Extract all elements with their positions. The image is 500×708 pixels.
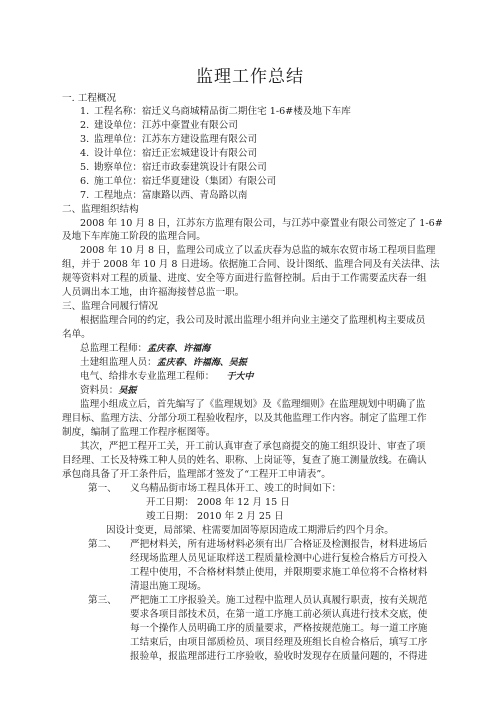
clause-text: 义乌精品街市场工程具体开工、竣工的时间如下：	[130, 483, 342, 494]
paragraph-line: 制度，编制了监理工作程序框图等。	[62, 427, 216, 438]
paragraph-line: 2008 年 10 月 8 日，监理公司成立了以孟庆春为总监的城东农贸市场工程项目监理	[80, 245, 436, 256]
clause-line: 严把材料关，所有进场材料必须有出厂合格证及检测报告，材料进场后	[130, 539, 428, 550]
staff-signature: 孟庆春、许福海	[147, 344, 211, 354]
paragraph-line: 承包商具备了开工条件后，监理部才签发了“工程开工申请表”。	[62, 469, 331, 480]
paragraph-line: 组，并于 2008 年 10 月 8 日进场。依据施工合同、设计图纸、监理合同及有关法律、法	[62, 259, 440, 270]
delay-note: 因设计变更，局部梁、柱需要加固等原因造成工期滞后约四个月余。	[106, 525, 394, 536]
paragraph-line: 其次，严把工程开工关，开工前认真审查了承包商提交的施工组织设计、审查了项	[80, 441, 426, 452]
start-date: 开工日期： 2008 年 12 月 15 日	[146, 497, 290, 508]
clause-line: 工结束后，由项目部质检员、项目经理及班组长自检合格后，填写工序	[130, 637, 428, 648]
staff-row: 总监理工程师：孟庆春、许福海	[80, 343, 211, 354]
staff-row: 土建组监理人员：孟庆春、许福海、吴振	[80, 357, 247, 368]
overview-item: 5. 勘察单位：宿迁市政泰建筑设计有限公司	[80, 162, 267, 173]
section-heading-organization: 二、监理组织结构	[62, 204, 139, 215]
staff-row: 电气、给排水专业监理工程师： 于大中	[80, 371, 254, 382]
clause-line: 工程中使用，不合格材料禁止使用，并限期要求施工单位将不合格材料	[130, 567, 428, 578]
section-heading-overview: 一. 工程概况	[62, 93, 117, 104]
paragraph-line: 2008 年 10 月 8 日，江苏东方监理有限公司，与江苏中豪置业有限公司签定了 1-6#	[80, 218, 443, 229]
end-date: 竣工日期： 2010 年 2 月 25 日	[146, 511, 284, 522]
overview-item: 6. 施工单位：宿迁华夏建设（集团）有限公司	[80, 176, 277, 187]
overview-item: 2. 建设单位：江苏中豪置业有限公司	[80, 120, 238, 131]
paragraph-line: 根据监理合同的约定，我公司及时派出监理小组并向业主递交了监理机构主要成员	[80, 315, 426, 326]
clause-line: 严把施工工序报验关。施工过程中监理人员认真履行职责，按有关规范	[130, 595, 428, 606]
staff-signature: 吴振	[118, 386, 137, 396]
paragraph-line: 规等资料对工程的质量、进度、安全等方面进行监督控制。后由于工作需要孟庆春一组	[62, 273, 427, 284]
clause-line: 清退出施工现场。	[130, 581, 207, 592]
clause-line: 要求各项目部技术员，在第一道工序施工前必须认真进行技术交底，使	[130, 609, 428, 620]
clause-label: 第一、	[88, 483, 117, 494]
clause-line: 报验单，报监理部进行工序验收，验收时发现存在质量问题的，不得进	[130, 651, 428, 662]
clause-line: 经现场监理人员见证取样送工程质量检测中心进行复检合格后方可投入	[130, 553, 428, 564]
section-heading-contract: 三、监理合同履行情况	[62, 301, 158, 312]
clause-line: 每一个操作人员明确工序的质量要求，严格按规范施工。每一道工序施	[130, 623, 428, 634]
paragraph-line: 目经理、工长及特殊工种人员的姓名、职称、上岗证等，复查了施工测量放线。在确认	[62, 455, 427, 466]
paragraph-line: 人员调出本工地，由许福海接替总监一职。	[62, 287, 245, 298]
paragraph-line: 监理小组成立后，首先编写了《监理规划》及《监理细则》在监理规划中明确了监	[80, 399, 426, 410]
overview-item: 1. 工程名称：宿迁义乌商城精品街二期住宅 1-6#楼及地下车库	[80, 106, 351, 117]
staff-signature: 于大中	[226, 372, 254, 382]
paragraph-line: 理目标、监理方法、分部分项工程验收程序，以及其他监理工作内容。制定了监理工作	[62, 413, 427, 424]
paragraph-line: 及地下车库施工阶段的监理合同。	[62, 231, 206, 242]
overview-item: 4. 设计单位：宿迁正宏城建设计有限公司	[80, 148, 258, 159]
overview-item: 7. 工程地点：富康路以西、青岛路以南	[80, 190, 248, 201]
overview-item: 3. 监理单位：江苏东方建设监理有限公司	[80, 134, 258, 145]
clause-label: 第三、	[88, 595, 117, 606]
paragraph-line: 名单。	[62, 329, 91, 340]
staff-row: 资料员：吴振	[80, 385, 137, 396]
document-title: 监理工作总结	[196, 67, 304, 87]
clause-label: 第二、	[88, 539, 117, 550]
staff-signature: 孟庆春、许福海、吴振	[156, 358, 247, 368]
